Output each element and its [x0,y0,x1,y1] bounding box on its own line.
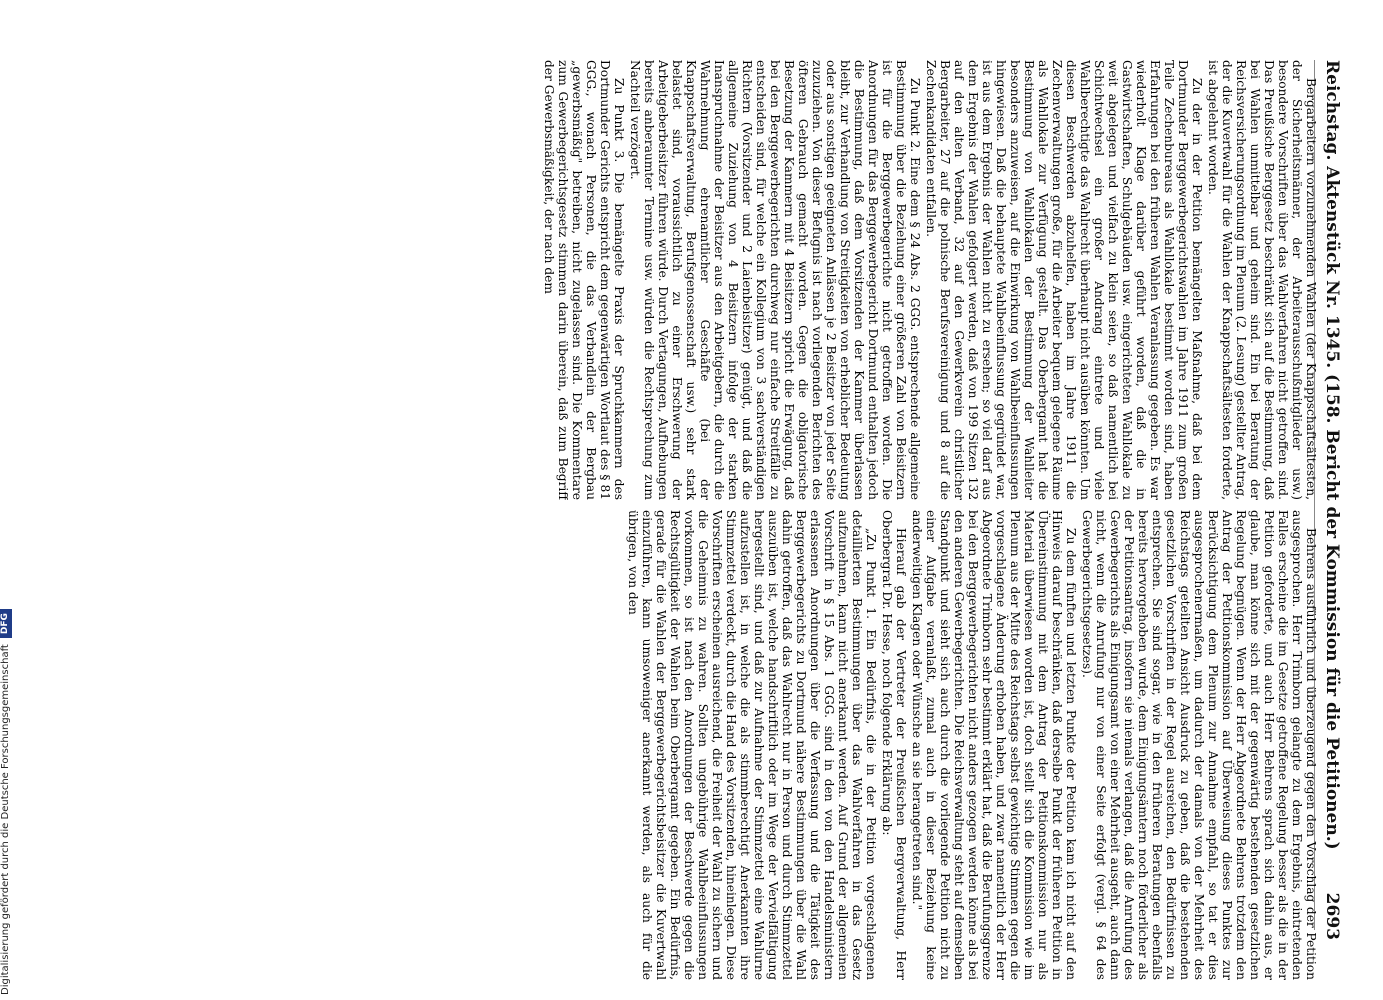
paragraph: „Zu Punkt 1. Ein Bedürfnis, die in der Petition vorgeschlagenen detaillierten Bestimmungen über das Wahlverfahren in das Gesetz aufzunehmen, kann nicht anerkannt werden. Auf Grund der allgemeinen Vorschrift in § 15 Abs. 1 GGG. sind in den von den Handelsministern erlassenen Anordnungen über die Verfassung und die Tätigkeit des Berggewerbegerichts zu Dortmund nähere Bestimmungen über die Wahl dahin getroffen, daß das Wahlrecht nur in Person und durch Stimmzettel auszuüben ist, welche handschriftlich oder im Wege der Vervielfältigung hergestellt sind, und daß zur Aufnahme der Stimmzettel eine Wahlurne aufzustellen ist, in welche die als stimmberechtigt Anerkannten ihre Stimmzettel verdeckt, durch die Hand des Vorsitzenden, hineinlegen. Diese Vorschriften erscheinen ausreichend, die Freiheit der Wahl zu sichern und die Geheimnis zu wahren. Sollten ungebührige Wahlbeeinflussungen vorkommen, so ist nach den Anordnungen der Beschwerde gegen die Rechtsgültigkeit der Wahlen beim Oberbergamt gegeben. Ein Bedürfnis, gerade für die Wahlen der Berggewerbegerichtsbeisitzer die Kuvertwahl einzuführen, kann umsoweniger anerkannt werden, als auch für die übrigen, von den [626,510,878,980]
paragraph: Zu Punkt 3. Die bemängelte Praxis der Spruchkammern des Dortmunder Gerichts entspricht dem gegenwärtigen Wortlaut des § 81 GGG., wonach Personen, die das Verbandlein der Bergbau „gewerbsmäßig" betreiben, nicht zugelassen sind. Die Kommentare zum Gewerbegerichtsgesetz stimmen darin überein, daß zum Begriff der Gewerbsmäßigkeit, der nach dem [542,60,626,500]
column-second [498,60,1318,500]
paragraph: Zu dem fünften und letzten Punkte der Petition kam ich nicht auf den Hinweis darauf beschränken, daß derselbe Punkt der früheren Petition in Übereinstimmung mit dem Antrag der Petitionskommission nur als Material überwiesen worden ist, doch stellt sich die Kommission wie im Plenum aus der Mitte des Reichstags selbst gewichtige Stimmen gegen die vorgeschlagene Änderung erhoben haben, und zwar namentlich der Herr Abgeordnete Trimborn sehr bestimmt erklärt hat, daß die Berufungsgrenze bei den Berggewerbegerichten nicht anders gezogen werden könne als bei den anderen Gewerbegerichten. Die Reichsverwaltung steht auf demselben Standpunkt und sieht sich auch durch die vorliegende Petition nicht zu einer Aufgabe veranlaßt, zumal auch in dieser Beziehung keine anderweitigen Klagen oder Wünsche an sie herangetreten sind." [910,510,1078,980]
credit-text: Digitalisierung gefördert durch die Deutsche Forschungsgemeinschaft [0,644,11,995]
page-number: 2693 [1322,892,1342,940]
paragraph: Zu der in der Petition bemängelten Maßnahme, daß bei dem Dortmunder Berggewerbegerichtswahlen im Jahre 1911 zum großen Teile Zechenbureaus als Wahllokale bestimmt worden sind, haben Erfahrungen bei den früheren Wahlen Veranlassung gegeben. Es war wiederholt Klage darüber geführt worden, daß die in Gastwirtschaften, Schulgebäuden usw. eingerichteten Wahllokale zu weit abgelegen und vielfach zu klein seien, so daß namentlich bei Schichtwechsel ein großer Andrang eintrete und viele Wahlberechtigte das Wahlrecht überhaupt nicht ausüben könnten. Um diesen Beschwerden abzuhelfen, haben im Jahre 1911 die Zechenverwaltungen große, für die Arbeiter bequem gelegene Räume als Wahllokale zur Verfügung gestellt. Das Oberbergamt hat die Bestimmung von Wahllokalen der Bestimmung der Wahlleiter besonders anzuweisen, auf die Einwirkung von Wahlbeeinflussungen hingewiesen. Daß die behauptete Wahlbeeinflussung gegründet war, ist aus dem Ergebnis der Wahlen nicht zu ersehen; so viel darf aus dem Ergebnis der Wahlen gefolgert werden, daß von 199 Sitzen 132 auf den alten Verband, 32 auf den Gewerkverein christlicher Bergarbeiter, 27 auf die polnische Berufsvereinigung und 8 auf die Zechenkandidaten entfallen. [924,60,1204,500]
paragraph: Zu Punkt 2. Eine dem § 24 Abs. 2 GGG. entsprechende allgemeine Bestimmung über die Beziehung einer größeren Zahl von Beisitzern ist für die Berggewerbegerichte nicht getroffen worden. Die Anordnungen für das Berggewerbegericht Dortmund enthalten jedoch die Bestimmung, daß dem Vorsitzenden der Kammer überlassen bleibt, zur Verhandlung von Streitigkeiten von erheblicher Bedeutung oder aus sonstigen geeigneten Anlässen je 2 Beisitzer von jeder Seite zuzuziehen. Von dieser Befugnis ist nach vorliegenden Berichten des öfteren Gebrauch gemacht worden. Gegen die obligatorische Besetzung der Kammern mit 4 Beisitzern spricht die Erwägung, daß bei den Berggewerbegerichten durchweg nur einfache Streitfälle zu entscheiden sind, für welche ein Kollegium von 3 sachverständigen Richtern (Vorsitzender und 2 Laienbeisitzer) genügt, und daß die allgemeine Zuziehung von 4 Beisitzern infolge der starken Inanspruchnahme der Beisitzer aus den Arbeitgebern, die durch die Wahrnehmung ehrenamtlicher Geschäfte (bei der Knappschaftsverwaltung, Berufsgenossenschaft usw.) sehr stark belastet sind, voraussichtlich zu einer Erschwerung der Arbeitgeberbeisitzer führen würde. Durch Vertagungen, Aufhebungen bereits anberaumter Termine usw. würden die Rechtsprechung zum Nachteil verzögert. [628,60,922,500]
header-title: Reichstag. Aktenstück Nr. 1345. (158. Bericht der Kommission für die Petitionen.) [1322,60,1342,850]
page-header [1322,60,1342,940]
digitization-credit [0,595,12,995]
paragraph: Bergarbeitern vorzunehmenden Wahlen (der Knappschaftsältesten, der Sicherheitsmänner, der Arbeiterausschußmitglieder usw.) besondere Vorschriften über das Wahlverfahren nicht getroffen sind. Das Preußische Berggesetz beschränkt sich auf die Bestimmung, daß bei Wahlen unmittelbar und geheim sind. Ein bei Beratung der Reichsversicherungsordnung im Plenum (2. Lesung) gestellter Antrag, der die Kuvertwahl für die Wahlen der Knappschaftsältesten forderte, ist abgelehnt worden. [1206,60,1318,500]
paragraph: Hierauf gab der Vertreter der Preußischen Bergverwaltung, Herr Oberbergrat Dr. Hesse, noch folgende Erklärung ab: [880,510,908,980]
dfg-logo: DFG [0,609,12,638]
column-first [498,510,1318,980]
paragraph: Behrens ausführlich und überzeugend gegen den Vorschlag der Petition ausgesprochen. Herr Trimborn gelangte zu dem Ergebnis, eintretenden Falles erscheine die im Gesetze getroffene Regelung besser als die in der Petition geforderte, und auch Herr Behrens sprach sich dahin aus, er glaube, man könne sich mit der gegenwärtig bestehenden gesetzlichen Regelung begnügen. Wenn der Herr Abgeordnete Behrens trotzdem den Antrag der Petitionskommission auf Überweisung dieses Punktes zur Berücksichtigung dem Plenum zur Annahme empfahl, so tat er dies ausgesprochenermaßen, um dadurch der damals von der Mehrheit des Reichstags geteilten Ansicht Ausdruck zu geben, daß die bestehenden gesetzlichen Vorschriften in der Regel ausreichen, den Bedürfnissen zu entsprechen. Sie sind sogar, wie in den früheren Beratungen ebenfalls bereits hervorgehoben wurde, dem Einigungsämtern noch förderlicher als der Petitionsantrag, insofern sie niemals verlangen, daß die Anrufung des Gewerbegerichts als Einigungsamt von einer Mehrheit ausgeht, auch dann nicht, wenn die Anrufung nur von einer Seite erfolgt (vergl. § 64 des Gewerbegerichtsgesetzes). [1080,510,1318,980]
